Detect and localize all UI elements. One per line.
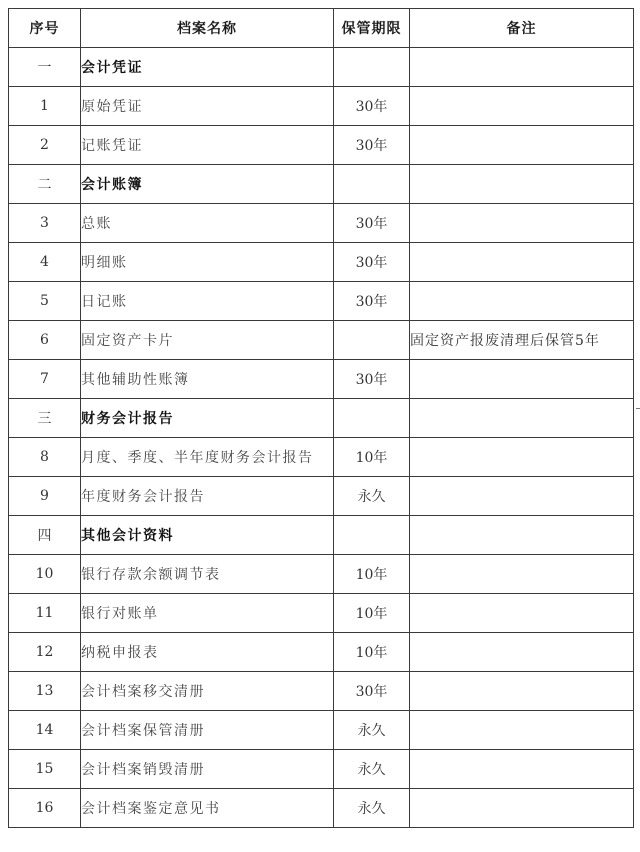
cell-no-no: 15 bbox=[9, 750, 81, 789]
header-no: 序号 bbox=[9, 9, 81, 48]
cell-note-note bbox=[410, 750, 634, 789]
cell-period-period: 10年 bbox=[334, 438, 410, 477]
cell-name-name: 会计账簿 bbox=[81, 165, 334, 204]
cell-period-period: 30年 bbox=[334, 360, 410, 399]
cell-note-note bbox=[410, 204, 634, 243]
cell-name-name: 日记账 bbox=[81, 282, 334, 321]
cell-period-period bbox=[334, 516, 410, 555]
cell-period-period: 10年 bbox=[334, 555, 410, 594]
table-row bbox=[9, 555, 634, 594]
cell-note-note bbox=[410, 243, 634, 282]
cell-name-name: 总账 bbox=[81, 204, 334, 243]
cell-note-note bbox=[410, 360, 634, 399]
cell-note-note bbox=[410, 87, 634, 126]
cell-no-no: 14 bbox=[9, 711, 81, 750]
cell-note-note bbox=[410, 516, 634, 555]
cell-name-name: 原始凭证 bbox=[81, 87, 334, 126]
cell-period-period: 永久 bbox=[334, 477, 410, 516]
table-row bbox=[9, 360, 634, 399]
cell-note-note bbox=[410, 633, 634, 672]
cell-name-name: 银行对账单 bbox=[81, 594, 334, 633]
cell-name-name: 固定资产卡片 bbox=[81, 321, 334, 360]
cell-no-no: 13 bbox=[9, 672, 81, 711]
cell-note-note: 固定资产报废清理后保管5年 bbox=[410, 321, 634, 360]
cell-no-no: 11 bbox=[9, 594, 81, 633]
table-body bbox=[9, 48, 634, 828]
table-row bbox=[9, 243, 634, 282]
header-row bbox=[9, 9, 634, 48]
table-row bbox=[9, 282, 634, 321]
header-period: 保管期限 bbox=[334, 9, 410, 48]
cell-name-name: 月度、季度、半年度财务会计报告 bbox=[81, 438, 334, 477]
cell-no-no: 6 bbox=[9, 321, 81, 360]
cell-period-period: 30年 bbox=[334, 126, 410, 165]
cell-no-no: 5 bbox=[9, 282, 81, 321]
section-row bbox=[9, 48, 634, 87]
cell-name-name: 明细账 bbox=[81, 243, 334, 282]
header-name: 档案名称 bbox=[81, 9, 334, 48]
cell-name-name: 财务会计报告 bbox=[81, 399, 334, 438]
cell-no-no: 16 bbox=[9, 789, 81, 828]
table-row bbox=[9, 87, 634, 126]
cell-no-no: 12 bbox=[9, 633, 81, 672]
cell-period-period: 永久 bbox=[334, 789, 410, 828]
cell-no-no: 三 bbox=[9, 399, 81, 438]
cell-name-name: 年度财务会计报告 bbox=[81, 477, 334, 516]
table-row bbox=[9, 711, 634, 750]
cell-period-period: 30年 bbox=[334, 672, 410, 711]
cell-period-period: 30年 bbox=[334, 243, 410, 282]
cell-name-name: 其他会计资料 bbox=[81, 516, 334, 555]
table-row bbox=[9, 750, 634, 789]
cell-note-note bbox=[410, 477, 634, 516]
cell-no-no: 二 bbox=[9, 165, 81, 204]
cell-note-note bbox=[410, 555, 634, 594]
cell-period-period bbox=[334, 165, 410, 204]
cell-note-note bbox=[410, 48, 634, 87]
cell-name-name: 会计凭证 bbox=[81, 48, 334, 87]
cell-note-note bbox=[410, 126, 634, 165]
header-note: 备注 bbox=[410, 9, 634, 48]
cell-name-name: 会计档案销毁清册 bbox=[81, 750, 334, 789]
table-row bbox=[9, 672, 634, 711]
cell-period-period: 10年 bbox=[334, 594, 410, 633]
cell-note-note bbox=[410, 399, 634, 438]
table-row bbox=[9, 789, 634, 828]
section-row bbox=[9, 399, 634, 438]
cell-no-no: 10 bbox=[9, 555, 81, 594]
table-row bbox=[9, 594, 634, 633]
cell-no-no: 4 bbox=[9, 243, 81, 282]
cell-no-no: 2 bbox=[9, 126, 81, 165]
cell-period-period: 30年 bbox=[334, 282, 410, 321]
cell-note-note bbox=[410, 711, 634, 750]
table-row bbox=[9, 321, 634, 360]
edge-mark bbox=[636, 408, 640, 409]
cell-note-note bbox=[410, 789, 634, 828]
cell-note-note bbox=[410, 594, 634, 633]
cell-no-no: 7 bbox=[9, 360, 81, 399]
cell-note-note bbox=[410, 165, 634, 204]
cell-no-no: 9 bbox=[9, 477, 81, 516]
cell-period-period: 30年 bbox=[334, 204, 410, 243]
cell-no-no: 8 bbox=[9, 438, 81, 477]
cell-note-note bbox=[410, 282, 634, 321]
cell-note-note bbox=[410, 438, 634, 477]
cell-period-period: 10年 bbox=[334, 633, 410, 672]
cell-period-period: 永久 bbox=[334, 711, 410, 750]
cell-no-no: 一 bbox=[9, 48, 81, 87]
cell-period-period bbox=[334, 48, 410, 87]
table-row bbox=[9, 126, 634, 165]
table-row bbox=[9, 477, 634, 516]
cell-name-name: 银行存款余额调节表 bbox=[81, 555, 334, 594]
table-row bbox=[9, 204, 634, 243]
table-row bbox=[9, 438, 634, 477]
cell-name-name: 会计档案保管清册 bbox=[81, 711, 334, 750]
archive-retention-table bbox=[8, 8, 634, 828]
cell-name-name: 会计档案移交清册 bbox=[81, 672, 334, 711]
cell-no-no: 1 bbox=[9, 87, 81, 126]
table-row bbox=[9, 633, 634, 672]
cell-name-name: 记账凭证 bbox=[81, 126, 334, 165]
cell-no-no: 3 bbox=[9, 204, 81, 243]
cell-period-period: 30年 bbox=[334, 87, 410, 126]
cell-period-period: 永久 bbox=[334, 750, 410, 789]
section-row bbox=[9, 165, 634, 204]
cell-name-name: 会计档案鉴定意见书 bbox=[81, 789, 334, 828]
cell-name-name: 其他辅助性账簿 bbox=[81, 360, 334, 399]
table-header bbox=[9, 9, 634, 48]
cell-period-period bbox=[334, 399, 410, 438]
section-row bbox=[9, 516, 634, 555]
cell-note-note bbox=[410, 672, 634, 711]
cell-name-name: 纳税申报表 bbox=[81, 633, 334, 672]
cell-no-no: 四 bbox=[9, 516, 81, 555]
cell-period-period bbox=[334, 321, 410, 360]
